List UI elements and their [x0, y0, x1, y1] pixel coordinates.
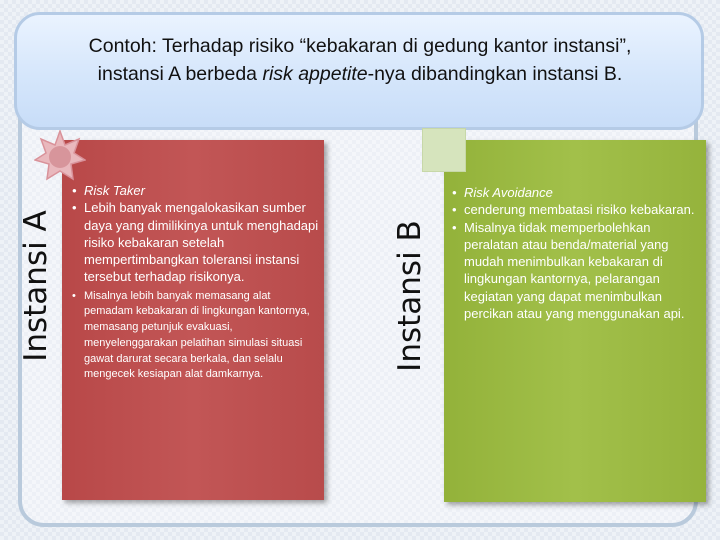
star-icon: [34, 130, 86, 182]
title-line-2-italic: risk appetite: [262, 63, 368, 85]
instansi-a-label: Instansi A: [18, 210, 54, 362]
instansi-b-content: [452, 184, 702, 322]
instansi-b-accent-square: [422, 128, 466, 172]
instansi-b-item-2: • cenderung membatasi risiko kebakaran.: [452, 201, 702, 218]
instansi-a-item-1: • Risk Taker: [72, 182, 322, 199]
instansi-b-item-1: • Risk Avoidance: [452, 184, 702, 201]
instansi-b-item-3: • Misalnya tidak memperbolehkan peralatan atau benda/material yang mudah menimbulkan kebakaran di lingkungan kantornya, pelarangan kegiatan yang dapat menimbulkan percikan atau yang menggunakan api.: [452, 219, 702, 323]
instansi-a-list: [72, 182, 322, 383]
instansi-a-item-2: • Lebih banyak mengalokasikan sumber daya yang dimilikinya untuk menghadapi risiko kebakaran setelah mempertimbangkan toleransi instansi tersebut terhadap risikonya.: [72, 199, 322, 285]
title-line-2-pre: instansi A berbeda: [97, 63, 263, 85]
instansi-b-list: [452, 184, 702, 322]
slide-title: [30, 32, 690, 88]
instansi-a-content: [72, 182, 322, 383]
instansi-a-item-3: • Misalnya lebih banyak memasang alat pemadam kebakaran di lingkungan kantornya, memasang petunjuk evakuasi, menyelenggarakan pelatihan simulasi situasi gawat darurat secara berkala, dan selalu mengecek kesiapan alat damkarnya.: [72, 289, 322, 383]
title-line-1: Contoh: Terhadap risiko “kebakaran di gedung kantor instansi”,: [88, 35, 632, 57]
title-line-2-post: -nya dibandingkan instansi B.: [367, 63, 623, 85]
title-line-2: [30, 60, 690, 88]
instansi-b-label: Instansi B: [392, 220, 428, 372]
